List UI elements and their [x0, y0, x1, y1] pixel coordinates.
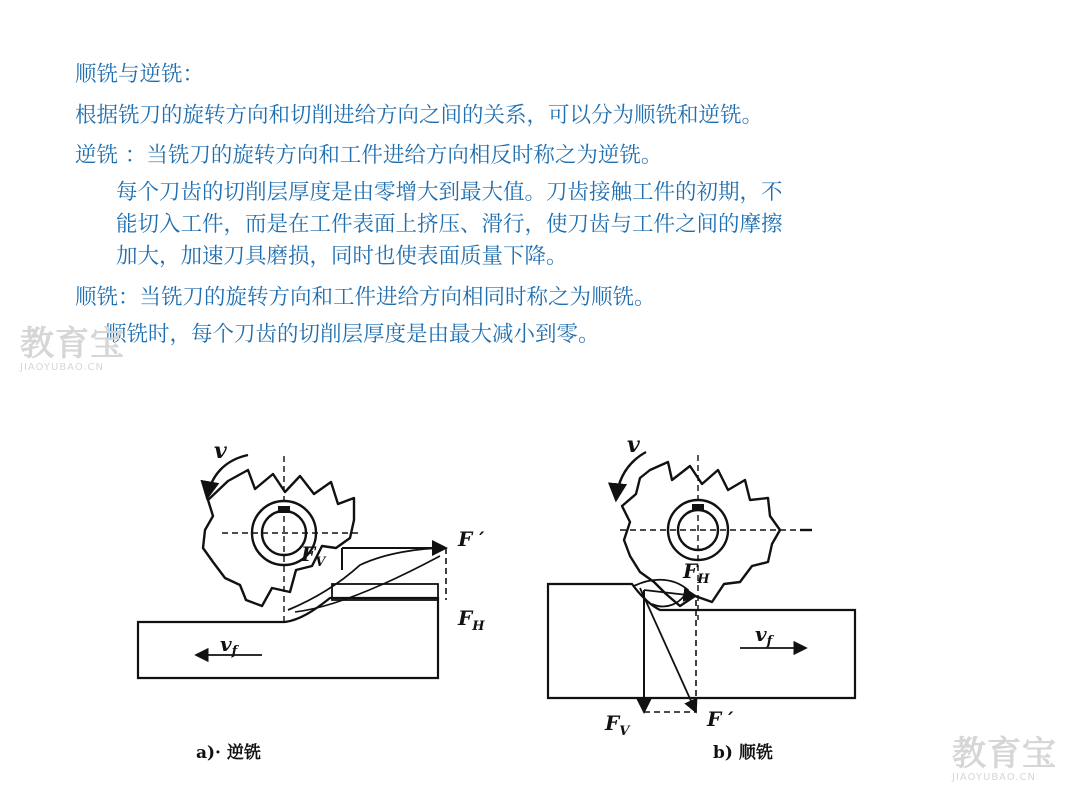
watermark-domain: JIAOYUBAO.CN [20, 362, 104, 373]
f-prime-label-a: F ′ [458, 527, 485, 551]
figure-b-down-milling [548, 432, 855, 763]
up-milling-desc-line-1: 每个刀齿的切削层厚度是由零增大到最大值。刀齿接触工件的初期，不 [116, 180, 783, 205]
watermark-domain: JIAOYUBAO.CN [952, 772, 1036, 783]
f-prime-label-b: F ′ [707, 707, 734, 731]
feed-velocity-label-a: $v_f$ [220, 632, 238, 659]
intro-paragraph: 根据铣刀的旋转方向和切削进给方向之间的关系，可以分为顺铣和逆铣。 [75, 103, 764, 128]
fv-label-b: $F_V$ [605, 711, 630, 739]
feed-velocity-label-b: $v_f$ [755, 622, 773, 649]
heading: 顺铣与逆铣： [75, 62, 205, 87]
watermark-text: 教育宝 [20, 324, 125, 364]
caption-a: a)· 逆铣 [196, 743, 261, 763]
down-milling-definition: 顺铣：当铣刀的旋转方向和工件进给方向相同时称之为顺铣。 [75, 285, 656, 310]
fh-label-a: $F_H$ [458, 606, 485, 634]
velocity-label-b: v [627, 432, 640, 458]
cutter-b [620, 455, 812, 620]
caption-b: b) 顺铣 [713, 743, 773, 763]
velocity-label-a: v [214, 438, 227, 464]
watermark-text: 教育宝 [952, 734, 1057, 774]
up-milling-definition: 逆铣 ：当铣刀的旋转方向和工件进给方向相反时称之为逆铣。 [75, 143, 663, 168]
up-milling-desc-line-3: 加大，加速刀具磨损，同时也使表面质量下降。 [116, 244, 568, 269]
fv-label-a: $F_V$ [301, 542, 326, 570]
up-milling-desc-line-2: 能切入工件，而是在工件表面上挤压、滑行，使刀齿与工件之间的摩擦 [116, 212, 783, 237]
down-milling-desc: 顺铣时，每个刀齿的切削层厚度是由最大减小到零。 [105, 322, 600, 347]
figure-a-up-milling [138, 438, 485, 763]
workpiece-b [548, 584, 855, 698]
fh-label-b: $F_H$ [683, 559, 710, 587]
